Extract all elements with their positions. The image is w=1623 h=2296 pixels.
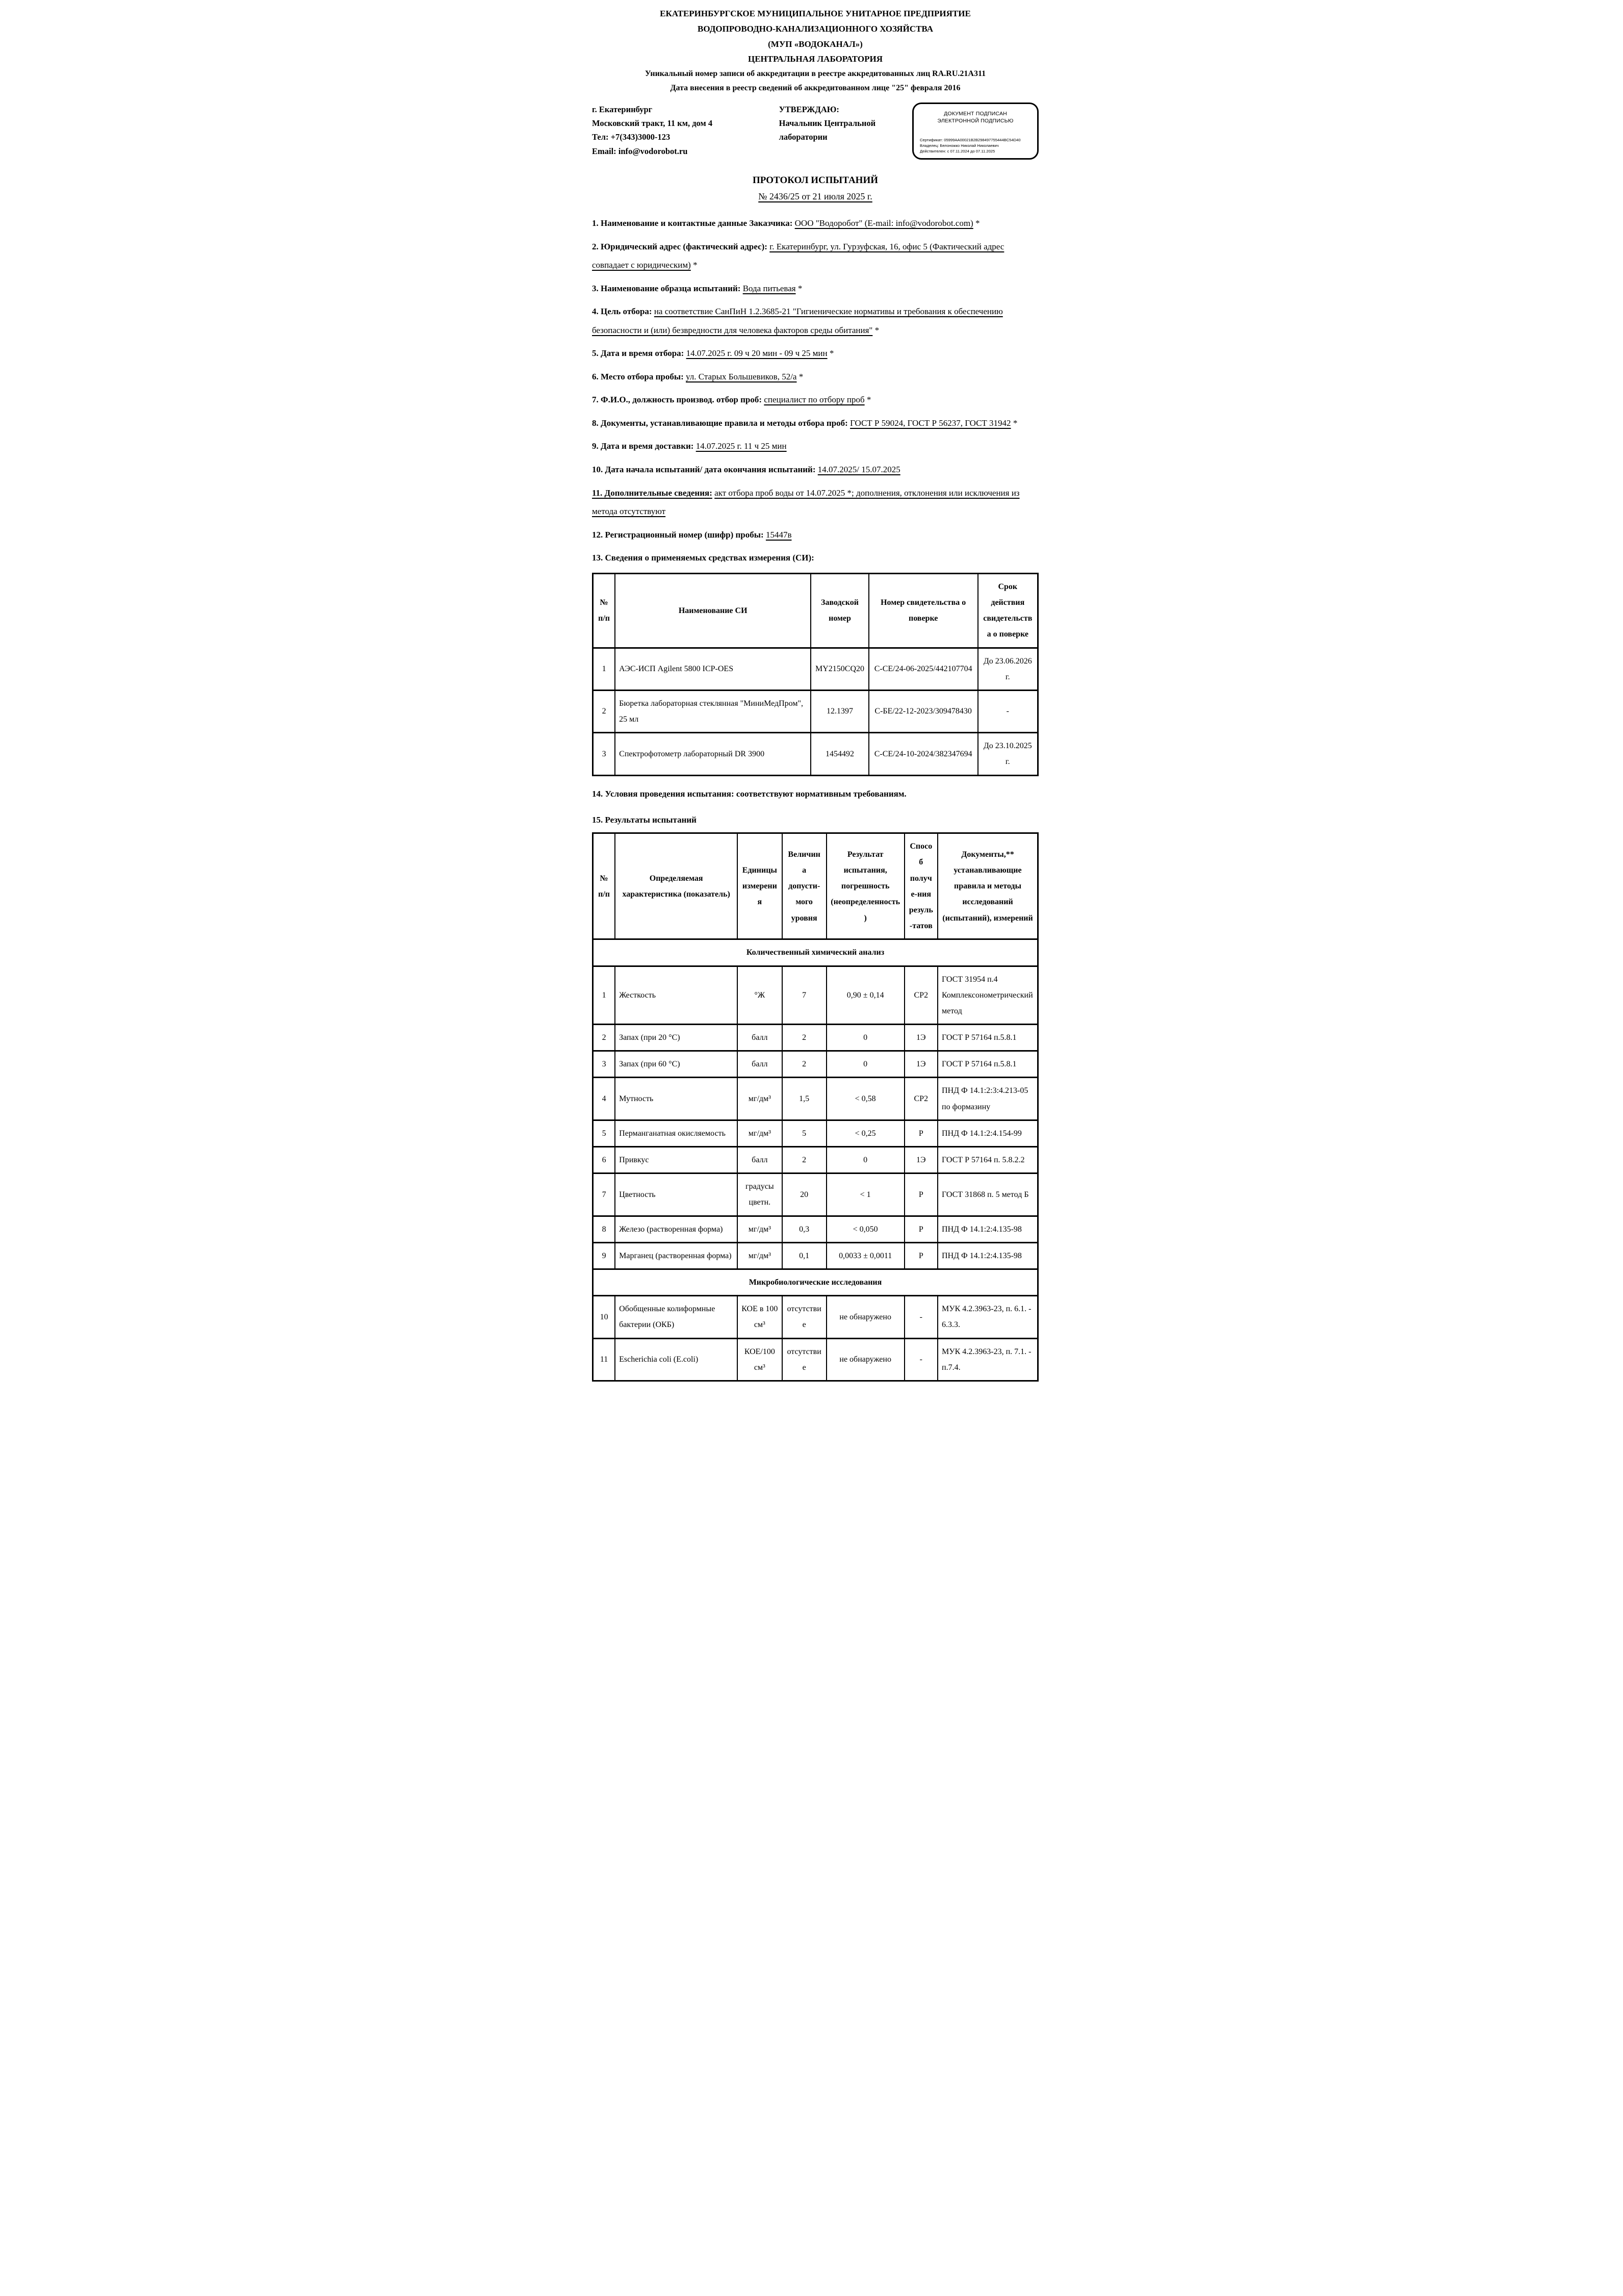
table-cell: 1 [593,966,615,1025]
item-suffix: * [690,260,698,270]
table-cell: Обобщенные колиформные бактерии (ОКБ) [615,1296,737,1338]
table-row [593,1173,1038,1216]
table-cell: 3 [593,733,615,775]
item-label: 3. Наименование образца испытаний: [592,283,741,293]
table-cell: ПНД Ф 14.1:2:4.154-99 [938,1120,1038,1146]
table-cell: Р [905,1242,938,1269]
approval-block [779,103,886,144]
table-cell: - [978,690,1038,732]
info-row [592,103,1039,160]
table-cell: Привкус [615,1147,737,1173]
org-title-line-3: (МУП «ВОДОКАНАЛ») [768,39,863,49]
header-row [593,573,1038,648]
table-cell: 8 [593,1216,615,1242]
column-header: Способ получе-ния резуль-татов [905,833,938,939]
stamp-details [920,137,1031,154]
table-cell: 7 [593,1173,615,1216]
item-14: 14. Условия проведения испытания: соответствуют нормативным требованиям. [592,788,907,799]
table-cell: 1 [593,648,615,690]
stamp-title-line-1: ДОКУМЕНТ ПОДПИСАН [944,111,1007,117]
table-row [593,1296,1038,1338]
table-cell: 9 [593,1242,615,1269]
item-value: г. Екатеринбург, ул. Гурзуфская, 16, офис 5 (Фактический адрес совпадает с юридическим) [592,241,1004,270]
item-1 [592,214,1039,233]
column-header: Документы,** устанавливающие правила и методы исследований (испытаний), измерений [938,833,1038,939]
table-cell: Р [905,1120,938,1146]
table-row [593,1147,1038,1173]
table-cell: КОЕ в 100 см³ [737,1296,782,1338]
table-cell: 2 [593,1025,615,1051]
contacts-block [592,103,753,158]
items-block [592,214,1039,568]
stamp-owner-line: Владелец: Белоножко Николай Николаевич [920,143,999,148]
table-cell: С-СЕ/24-10-2024/382347694 [869,733,978,775]
table-cell: Цветность [615,1173,737,1216]
table-cell: СР2 [905,1078,938,1120]
column-header: Величина допусти-мого уровня [782,833,827,939]
approval-line-3: лаборатории [779,132,828,142]
item-value: Вода питьевая [742,283,796,293]
column-header: Единицы измерения [737,833,782,939]
table-cell: 1454492 [811,733,868,775]
table-cell: 10 [593,1296,615,1338]
table-cell: ГОСТ 31868 п. 5 метод Б [938,1173,1038,1216]
table-cell: MY2150CQ20 [811,648,868,690]
table-cell: °Ж [737,966,782,1025]
item-4 [592,302,1039,340]
item-label: 1. Наименование и контактные данные Заказчика: [592,218,793,228]
item-label: 11. Дополнительные сведения: [592,488,712,498]
table-cell: отсутствие [782,1296,827,1338]
contact-address: Московский тракт, 11 км, дом 4 [592,118,713,129]
table-cell: До 23.10.2025 г. [978,733,1038,775]
table-cell: мг/дм³ [737,1078,782,1120]
table-cell: мг/дм³ [737,1242,782,1269]
protocol-number [592,191,1039,202]
table-cell: 7 [782,966,827,1025]
table-cell: Запах (при 20 °С) [615,1025,737,1051]
table-cell: - [905,1296,938,1338]
table-row [593,1338,1038,1381]
table-row [593,1120,1038,1146]
accreditation-date-line: Дата внесения в реестр сведений об аккредитованном лице "25" февраля 2016 [670,84,961,92]
item-value: акт отбора проб воды от 14.07.2025 *; дополнения, отклонения или исключения из метода отсутствуют [592,488,1020,517]
table-cell: балл [737,1025,782,1051]
item-value: ул. Старых Большевиков, 52/а [686,371,797,381]
item-label: 10. Дата начала испытаний/ дата окончания испытаний: [592,465,816,475]
section-title: Микробиологические исследования [593,1269,1038,1295]
table-cell: 0 [827,1147,905,1173]
table-cell: 2 [782,1147,827,1173]
table-cell: 11 [593,1338,615,1381]
column-header: Наименование СИ [615,573,811,648]
table-row [593,1051,1038,1078]
table-cell: СР2 [905,966,938,1025]
column-header: Определяемая характеристика (показатель) [615,833,737,939]
contact-city: г. Екатеринбург [592,105,653,114]
table-cell: 1,5 [782,1078,827,1120]
item-10 [592,461,1039,479]
section-row [593,1269,1038,1295]
section-row [593,939,1038,966]
table-cell: Р [905,1216,938,1242]
column-header: № п/п [593,833,615,939]
table-cell: ГОСТ Р 57164 п.5.8.1 [938,1051,1038,1078]
protocol-number-text: № 2436/25 от 21 июля 2025 г. [758,191,872,201]
item-suffix: * [1011,418,1018,428]
column-header: Номер свидетельства о поверке [869,573,978,648]
item-15: 15. Результаты испытаний [592,815,697,825]
item-value: на соответствие СанПиН 1.2.3685-21 "Гигиенические нормативы и требования к обеспечению безопасности и (или) безвредности для человека факторов среды обитания" [592,307,1003,335]
table-cell: Железо (растворенная форма) [615,1216,737,1242]
table-cell: отсутствие [782,1338,827,1381]
results-table-head [593,833,1038,939]
table-cell: градусы цветн. [737,1173,782,1216]
protocol-title: ПРОТОКОЛ ИСПЫТАНИЙ [752,175,879,186]
table-cell: 3 [593,1051,615,1078]
item-value: ООО "Водоробот" (E-mail: info@vodorobot.com) [794,218,973,228]
item-value: специалист по отбору проб [764,395,865,405]
item-8 [592,414,1039,433]
table-cell: Перманганатная окисляемость [615,1120,737,1146]
table-cell: 0,1 [782,1242,827,1269]
item-label: 7. Ф.И.О., должность производ. отбор проб: [592,395,762,405]
approval-line-2: Начальник Центральной [779,118,876,129]
org-title-line-1: ЕКАТЕРИНБУРГСКОЕ МУНИЦИПАЛЬНОЕ УНИТАРНОЕ ПРЕДПРИЯТИЕ [660,9,971,18]
table-cell: < 0,58 [827,1078,905,1120]
item-5 [592,344,1039,363]
table-cell: 5 [593,1120,615,1146]
item-6 [592,368,1039,387]
table-cell: До 23.06.2026 г. [978,648,1038,690]
table-cell: Мутность [615,1078,737,1120]
item-9 [592,437,1039,456]
table-cell: 12.1397 [811,690,868,732]
item-7 [592,391,1039,410]
header-row [593,833,1038,939]
results-table-body [593,939,1038,1381]
table-cell: МУК 4.2.3963-23, п. 7.1. - п.7.4. [938,1338,1038,1381]
table-cell: не обнаружено [827,1338,905,1381]
table-cell: 0 [827,1051,905,1078]
table-cell: не обнаружено [827,1296,905,1338]
item-value: 14.07.2025 г. 11 ч 25 мин [695,441,787,451]
item-value: 14.07.2025 г. 09 ч 20 мин - 09 ч 25 мин [686,348,828,359]
item-12 [592,526,1039,545]
column-header: Срок действия свидетельства о поверке [978,573,1038,648]
item-suffix: * [795,283,803,293]
item-label: 4. Цель отбора: [592,307,652,317]
table-cell: 20 [782,1173,827,1216]
item-label: 9. Дата и время доставки: [592,441,694,451]
item-2 [592,238,1039,275]
item-label: 13. Сведения о применяемых средствах измерения (СИ): [592,553,814,563]
table-cell: Запах (при 60 °С) [615,1051,737,1078]
org-title-line-2: ВОДОПРОВОДНО-КАНАЛИЗАЦИОННОГО ХОЗЯЙСТВА [698,23,933,34]
table-cell: АЭС-ИСП Agilent 5800 ICP-OES [615,648,811,690]
table-cell: С-БЕ/22-12-2023/309478430 [869,690,978,732]
org-title-line-4: ЦЕНТРАЛЬНАЯ ЛАБОРАТОРИЯ [748,54,883,64]
column-header: Заводской номер [811,573,868,648]
table-row [593,1216,1038,1242]
table-cell: мг/дм³ [737,1120,782,1146]
approval-line-1: УТВЕРЖДАЮ: [779,105,839,114]
table-row [593,1078,1038,1120]
table-cell: КОЕ/100 см³ [737,1338,782,1381]
org-header [592,6,1039,95]
table-cell: МУК 4.2.3963-23, п. 6.1. - 6.3.3. [938,1296,1038,1338]
table-cell: ГОСТ Р 57164 п. 5.8.2.2 [938,1147,1038,1173]
item-value: 15447в [765,529,792,540]
table-row [593,648,1038,690]
item-label: 12. Регистрационный номер (шифр) пробы: [592,529,764,540]
table-cell: ПНД Ф 14.1:2:4.135-98 [938,1242,1038,1269]
column-header: Результат испытания, погрешность (неопределенность) [827,833,905,939]
table-row [593,733,1038,775]
accreditation-number-line: Уникальный номер записи об аккредитации в реестре аккредитованных лиц RA.RU.21A311 [645,69,986,78]
table-cell: 0 [827,1025,905,1051]
signature-stamp [912,103,1039,160]
table-cell: 0,3 [782,1216,827,1242]
results-table [592,832,1039,1382]
table-cell: балл [737,1147,782,1173]
table-cell: Бюретка лабораторная стеклянная "МиниМедПром", 25 мл [615,690,811,732]
protocol-document [541,0,1082,1402]
contact-phone: Тел: +7(343)3000-123 [592,132,671,142]
item-label: 6. Место отбора пробы: [592,371,684,381]
si-table-body [593,648,1038,775]
table-cell: 0,90 ± 0,14 [827,966,905,1025]
table-cell: Р [905,1173,938,1216]
stamp-title [920,110,1031,124]
table-cell: 2 [782,1051,827,1078]
table-cell: < 0,25 [827,1120,905,1146]
item-label: 8. Документы, устанавливающие правила и методы отбора проб: [592,418,848,428]
table-cell: 6 [593,1147,615,1173]
table-cell: < 1 [827,1173,905,1216]
table-cell: мг/дм³ [737,1216,782,1242]
item-3 [592,279,1039,298]
table-cell: балл [737,1051,782,1078]
table-cell: Жесткость [615,966,737,1025]
table-cell: < 0,050 [827,1216,905,1242]
table-cell: 0,0033 ± 0,0011 [827,1242,905,1269]
table-row [593,1242,1038,1269]
si-table [592,573,1039,776]
table-cell: Марганец (растворенная форма) [615,1242,737,1269]
table-cell: 1Э [905,1025,938,1051]
table-row [593,1025,1038,1051]
item-suffix: * [796,371,804,381]
table-cell: ГОСТ Р 57164 п.5.8.1 [938,1025,1038,1051]
item-suffix: * [872,325,880,335]
table-cell: Escherichia coli (E.coli) [615,1338,737,1381]
column-header: № п/п [593,573,615,648]
contact-email: Email: info@vodorobot.ru [592,146,688,156]
table-cell: 4 [593,1078,615,1120]
table-cell: 2 [593,690,615,732]
item-value: ГОСТ Р 59024, ГОСТ Р 56237, ГОСТ 31942 [850,418,1011,428]
item-suffix: * [827,348,834,359]
si-table-head [593,573,1038,648]
table-cell: 1Э [905,1147,938,1173]
item-suffix: * [864,395,871,405]
item-suffix: * [973,218,980,228]
stamp-validity-line: Действителен: с 07.11.2024 до 07.11.2025 [920,149,995,154]
table-cell: - [905,1338,938,1381]
table-cell: С-СЕ/24-06-2025/442107704 [869,648,978,690]
item-label: 5. Дата и время отбора: [592,348,684,359]
stamp-certificate-line: Сертификат: 05999AA00021B2B298497755444BC54D40 [920,138,1021,142]
table-cell: ПНД Ф 14.1:2:3:4.213-05 по формазину [938,1078,1038,1120]
table-cell: 5 [782,1120,827,1146]
table-cell: Спектрофотометр лабораторный DR 3900 [615,733,811,775]
table-row [593,690,1038,732]
table-cell: 1Э [905,1051,938,1078]
stamp-title-line-2: ЭЛЕКТРОННОЙ ПОДПИСЬЮ [937,118,1014,124]
table-cell: ГОСТ 31954 п.4 Комплексонометрический метод [938,966,1038,1025]
table-cell: 2 [782,1025,827,1051]
item-13-caption [592,549,1039,568]
item-11 [592,484,1039,521]
item-label: 2. Юридический адрес (фактический адрес): [592,241,767,251]
section-title: Количественный химический анализ [593,939,1038,966]
table-cell: ПНД Ф 14.1:2:4.135-98 [938,1216,1038,1242]
table-row [593,966,1038,1025]
item-value: 14.07.2025/ 15.07.2025 [817,465,900,475]
